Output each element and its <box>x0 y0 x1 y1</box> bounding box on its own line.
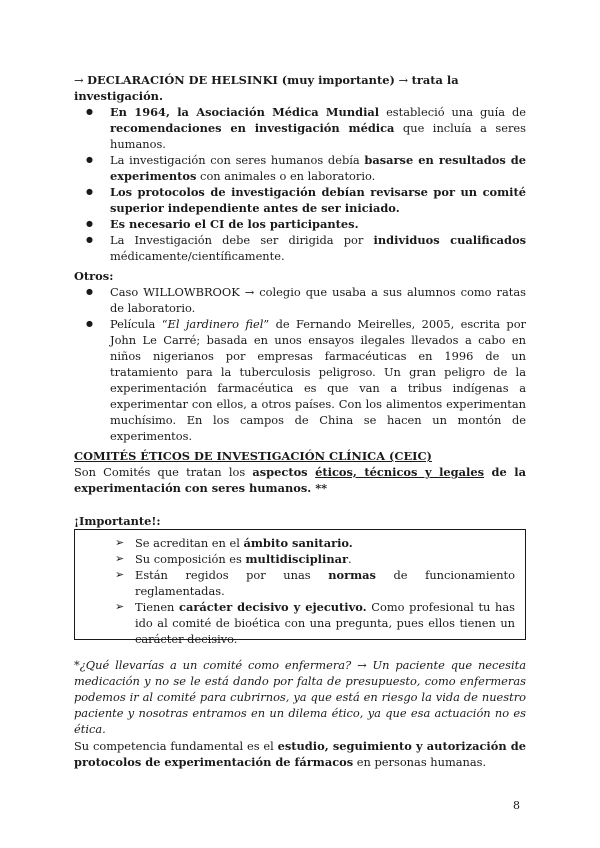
important-box <box>74 529 526 646</box>
text: médicamente/científicamente. <box>110 249 285 263</box>
list-item <box>74 284 526 316</box>
movie-title: El jardinero fiel <box>167 317 264 331</box>
competencia-paragraph <box>74 738 526 770</box>
list-item <box>75 551 515 567</box>
bold-text: basarse en resultados de experimentos <box>110 153 527 183</box>
helsinki-rest: trata la investigación. <box>74 73 459 103</box>
ceic-intro <box>74 464 526 496</box>
underlined-bold-text: éticos, técnicos y legales <box>315 465 485 479</box>
bold-text: aspectos <box>252 465 316 479</box>
list-item <box>74 104 526 152</box>
bold-text: de la experimentación con seres humanos. ** <box>74 465 527 495</box>
arrow-icon: → <box>74 73 88 87</box>
list-item <box>74 152 526 184</box>
bold-text: individuos cualificados <box>373 233 526 247</box>
text: Caso WILLOWBROOK → colegio que usaba a sus alumnos como ratas de laboratorio. <box>110 285 526 315</box>
list-item <box>75 567 515 599</box>
text: ” de Fernando Meirelles, 2005, escrita por John Le Carré; basada en unos ensayos ilegales llevados a cabo en niños nigerianos por empresas farmacéuticas en 1996 de un tratamiento para la tuberculosis peligroso. Un gran peligro de la experimentación farmacéutica es que van a tribus indígenas a experimentar con ellos, a otros países. Con los alimentos experimentan muchísimo. En los campos de China se hacen un montón de experimentos. <box>110 317 526 443</box>
text: estableció una guía de <box>379 105 526 119</box>
arrow-icon: → <box>357 658 367 672</box>
bold-text: normas <box>328 568 376 582</box>
text: de funcionamiento reglamentadas. <box>135 568 515 598</box>
bold-text: ámbito sanitario. <box>243 536 353 550</box>
text: La Investigación debe ser dirigida por <box>110 233 374 247</box>
otros-bullet-list <box>74 284 526 444</box>
text: . <box>347 552 352 566</box>
page-number: 8 <box>513 799 520 812</box>
arrow-icon: → <box>394 73 412 87</box>
list-item <box>74 184 526 216</box>
list-item <box>74 216 526 232</box>
text: en personas humanas. <box>353 755 487 769</box>
important-label-text: ¡Importante!: <box>74 514 161 528</box>
text: Tienen <box>135 600 180 614</box>
bold-text: En 1964, la Asociación Médica Mundial <box>110 105 380 119</box>
question-paragraph <box>74 657 526 737</box>
list-item <box>74 232 526 264</box>
list-item <box>75 535 515 551</box>
helsinki-title: DECLARACIÓN DE HELSINKI (muy importante) <box>87 73 395 87</box>
text: Son Comités que tratan los <box>74 465 253 479</box>
helsinki-bullet-list <box>74 104 526 264</box>
text: La investigación con seres humanos debía <box>110 153 365 167</box>
text: con animales o en laboratorio. <box>196 169 376 183</box>
otros-label-text: Otros: <box>74 269 114 283</box>
list-item <box>75 599 515 647</box>
ceic-heading: COMITÉS ÉTICOS DE INVESTIGACIÓN CLÍNICA (CEIC) <box>74 449 432 463</box>
bold-text: carácter decisivo y ejecutivo. <box>179 600 367 614</box>
text: Como profesional tu has ido al comité de bioética con una pregunta, pues ellos tienen un carácter decisivo. <box>135 600 515 646</box>
important-list <box>75 530 525 647</box>
text: Su competencia fundamental es el <box>74 739 278 753</box>
bold-text: Es necesario el CI de los participantes. <box>110 217 359 231</box>
bold-text: recomendaciones en investigación médica <box>110 121 395 135</box>
text: Su composición es <box>135 552 246 566</box>
bold-text: multidisciplinar <box>245 552 348 566</box>
helsinki-line <box>74 72 526 104</box>
important-label <box>74 513 526 529</box>
bold-text: estudio, seguimiento y autorización de protocolos de experimentación de fármacos <box>74 739 526 769</box>
italic-text: Un paciente que necesita medicación y no se le está dando por falta de presupuesto, como enfermeras podemos ir al comité para cubrirnos, ya que está en riesgo la vida de nuestro paciente y nosotras entramos en un dilema ético, ya que esa actuación no es ética. <box>74 658 527 736</box>
text: Están regidos por unas <box>135 568 329 582</box>
text: que incluía a seres humanos. <box>110 121 526 151</box>
italic-text: *¿Qué llevarías a un comité como enfermera? <box>74 658 358 672</box>
text: Película “ <box>110 317 168 331</box>
bold-text: Los protocolos de investigación debían revisarse por un comité superior independiente antes de ser iniciado. <box>110 185 526 215</box>
list-item <box>74 316 526 444</box>
otros-label <box>74 268 526 284</box>
text: Se acreditan en el <box>135 536 244 550</box>
